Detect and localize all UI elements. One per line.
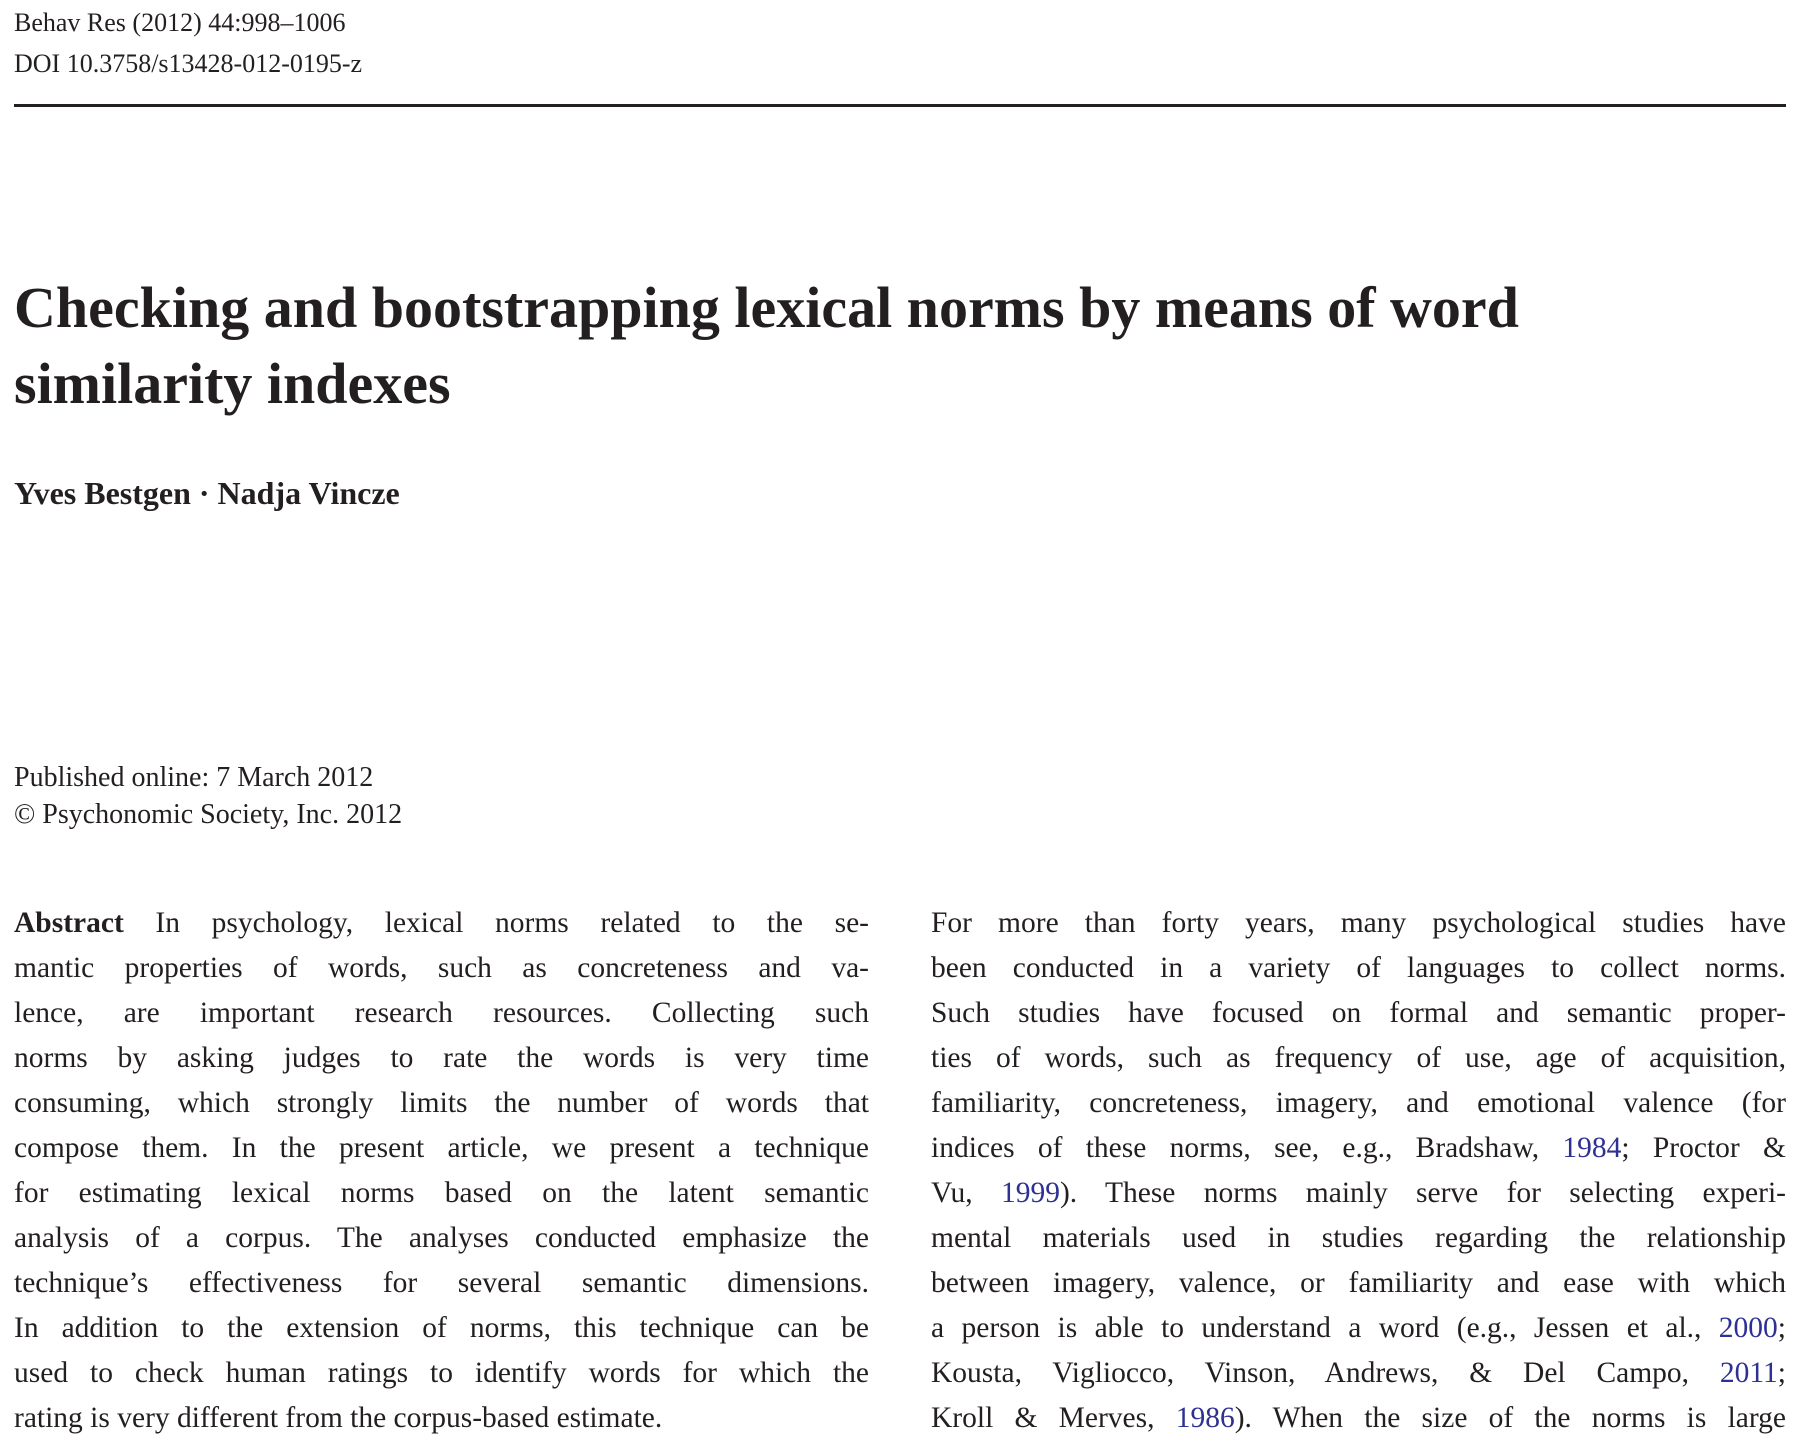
abstract-line xyxy=(14,991,869,1036)
intro-text: ). When the size of the norms is large xyxy=(1234,1402,1786,1434)
abstract-line xyxy=(14,1396,869,1441)
intro-line xyxy=(931,991,1786,1036)
citation-link-kousta-2011[interactable]: 2011 xyxy=(1719,1357,1778,1389)
abstract-text: compose them. In the present article, we present a technique xyxy=(14,1132,869,1164)
intro-text: Such studies have focused on formal and semantic proper- xyxy=(931,997,1786,1029)
citation-link-jessen-2000[interactable]: 2000 xyxy=(1718,1312,1778,1344)
abstract-text: In psychology, lexical norms related to the se- xyxy=(123,907,869,939)
abstract-text: In addition to the extension of norms, this technique can be xyxy=(14,1312,869,1344)
abstract-text: mantic properties of words, such as concreteness and va- xyxy=(14,952,869,984)
intro-line xyxy=(931,1306,1786,1351)
intro-line xyxy=(931,1081,1786,1126)
abstract-label: Abstract xyxy=(14,907,124,939)
abstract-line xyxy=(14,1351,869,1396)
intro-text: ties of words, such as frequency of use, age of acquisition, xyxy=(931,1042,1786,1074)
abstract-text: norms by asking judges to rate the words is very time xyxy=(14,1042,869,1074)
introduction-column xyxy=(931,901,1786,1441)
abstract-line xyxy=(14,1126,869,1171)
abstract-line xyxy=(14,946,869,991)
abstract-line xyxy=(14,901,869,946)
intro-line xyxy=(931,946,1786,991)
intro-text: ; Proctor & xyxy=(1621,1132,1786,1164)
intro-line xyxy=(931,1351,1786,1396)
title-line-1: Checking and bootstrapping lexical norms by means of word xyxy=(14,275,1519,340)
citation-link-proctor-vu-1999[interactable]: 1999 xyxy=(1000,1177,1060,1209)
intro-line xyxy=(931,1396,1786,1441)
doi-line: DOI 10.3758/s13428-012-0195-z xyxy=(14,49,363,78)
intro-text: Vu, xyxy=(931,1177,1001,1209)
journal-reference: Behav Res (2012) 44:998–1006 xyxy=(14,8,346,37)
intro-text: indices of these norms, see, e.g., Bradshaw, xyxy=(931,1132,1563,1164)
abstract-text: analysis of a corpus. The analyses conducted emphasize the xyxy=(14,1222,869,1254)
intro-text: ). These norms mainly serve for selecting experi- xyxy=(1059,1177,1786,1209)
intro-line xyxy=(931,1171,1786,1216)
abstract-text: consuming, which strongly limits the number of words that xyxy=(14,1087,869,1119)
abstract-text: used to check human ratings to identify words for which the xyxy=(14,1357,869,1389)
abstract-column xyxy=(14,901,869,1441)
intro-line xyxy=(931,1216,1786,1261)
intro-line xyxy=(931,1126,1786,1171)
abstract-line xyxy=(14,1036,869,1081)
citation-link-bradshaw-1984[interactable]: 1984 xyxy=(1562,1132,1622,1164)
article-title xyxy=(14,270,1784,422)
intro-text: ; xyxy=(1777,1357,1786,1389)
abstract-text: for estimating lexical norms based on the latent semantic xyxy=(14,1177,869,1209)
intro-text: For more than forty years, many psychological studies have xyxy=(931,907,1786,939)
intro-line xyxy=(931,1036,1786,1081)
abstract-line xyxy=(14,1081,869,1126)
intro-line xyxy=(931,1261,1786,1306)
abstract-text: technique’s effectiveness for several semantic dimensions. xyxy=(14,1267,869,1299)
intro-text: a person is able to understand a word (e.g., Jessen et al., xyxy=(931,1312,1719,1344)
abstract-text: lence, are important research resources. Collecting such xyxy=(14,997,869,1029)
intro-text: Kroll & Merves, xyxy=(931,1402,1176,1434)
citation-link-kroll-merves-1986[interactable]: 1986 xyxy=(1175,1402,1235,1434)
intro-text: between imagery, valence, or familiarity and ease with which xyxy=(931,1267,1786,1299)
author-list: Yves Bestgen · Nadja Vincze xyxy=(14,475,400,511)
header-rule xyxy=(14,104,1786,107)
title-line-2: similarity indexes xyxy=(14,351,451,416)
intro-text: been conducted in a variety of languages to collect norms. xyxy=(931,952,1786,984)
published-online-date: Published online: 7 March 2012 xyxy=(14,762,374,793)
abstract-line xyxy=(14,1171,869,1216)
intro-text: Kousta, Vigliocco, Vinson, Andrews, & Del Campo, xyxy=(931,1357,1720,1389)
copyright-notice: © Psychonomic Society, Inc. 2012 xyxy=(14,799,403,830)
abstract-line xyxy=(14,1216,869,1261)
intro-text: mental materials used in studies regarding the relationship xyxy=(931,1222,1786,1254)
intro-line xyxy=(931,901,1786,946)
abstract-line xyxy=(14,1261,869,1306)
abstract-text: rating is very different from the corpus-based estimate. xyxy=(14,1402,663,1434)
intro-text: ; xyxy=(1777,1312,1786,1344)
intro-text: familiarity, concreteness, imagery, and emotional valence (for xyxy=(931,1087,1786,1119)
abstract-line xyxy=(14,1306,869,1351)
